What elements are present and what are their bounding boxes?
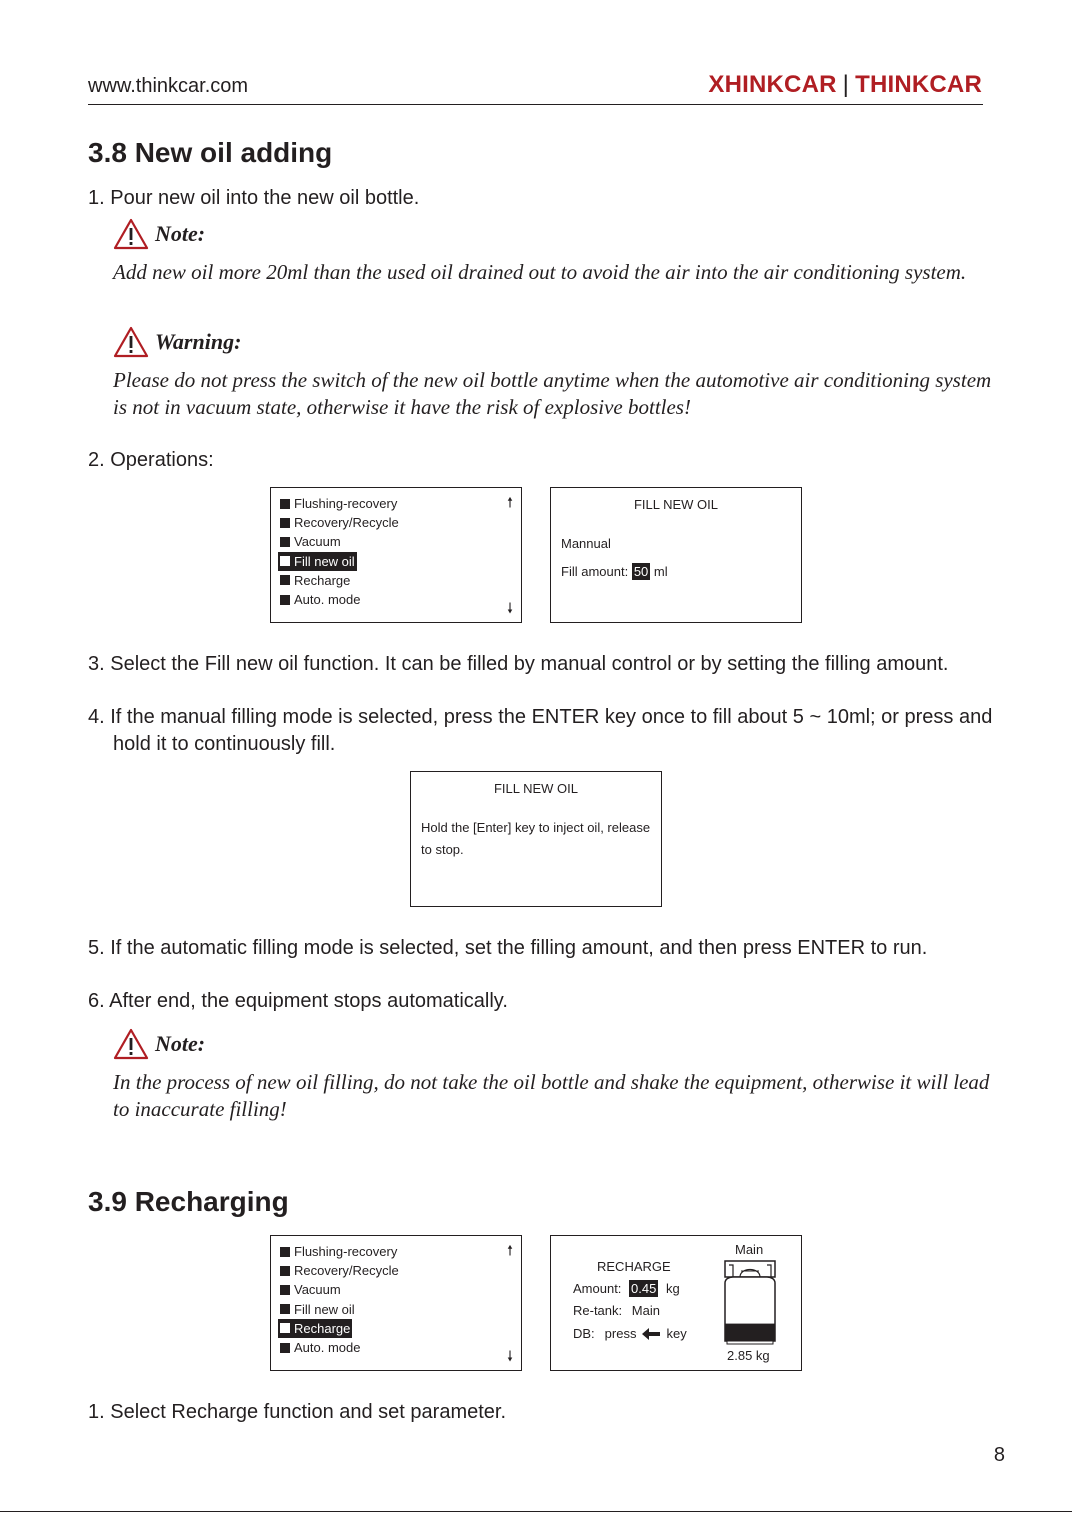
section-title-3-9: 3.9 Recharging bbox=[88, 1186, 289, 1217]
amount-label: Amount: bbox=[573, 1281, 622, 1296]
menu-item[interactable] bbox=[278, 1319, 352, 1338]
fill-amount-label: Fill amount: bbox=[561, 564, 629, 579]
menu-item-label: Flushing-recovery bbox=[294, 1244, 398, 1259]
menu-item-label: Vacuum bbox=[294, 1282, 341, 1298]
fill-mode: Mannual bbox=[561, 536, 611, 551]
hold-instruction-line1: Hold the [Enter] key to inject oil, release bbox=[421, 820, 651, 835]
bullet-square-icon bbox=[280, 595, 290, 605]
menu-item-label: Recovery/Recycle bbox=[294, 1263, 399, 1279]
tank-label: Main bbox=[735, 1242, 764, 1257]
menu-item[interactable] bbox=[278, 571, 352, 590]
menu-item[interactable] bbox=[278, 1242, 399, 1261]
function-menu bbox=[278, 1242, 401, 1357]
retank-row bbox=[573, 1303, 660, 1318]
bullet-square-icon bbox=[280, 518, 290, 528]
fill-amount-unit: ml bbox=[653, 564, 668, 579]
note-label: Note: bbox=[155, 221, 206, 246]
screen-title: RECHARGE bbox=[597, 1259, 671, 1274]
hold-enter-screen bbox=[410, 771, 662, 907]
amount-unit: kg bbox=[665, 1281, 680, 1296]
menu-item[interactable] bbox=[278, 590, 363, 609]
screen-title: FILL NEW OIL bbox=[493, 781, 579, 796]
menu-item[interactable] bbox=[278, 494, 399, 513]
bullet-square-icon bbox=[280, 1343, 290, 1353]
brand-right: THINKCAR bbox=[855, 71, 982, 98]
fill-new-oil-screen bbox=[550, 487, 802, 623]
section-title-3-8: 3.8 New oil adding bbox=[88, 137, 333, 168]
function-menu bbox=[278, 494, 401, 609]
menu-item-label: Auto. mode bbox=[294, 591, 361, 607]
bullet-square-icon bbox=[280, 499, 290, 509]
refrigerant-tank-icon bbox=[719, 1259, 781, 1345]
site-url: www.thinkcar.com bbox=[88, 75, 249, 97]
bullet-square-icon bbox=[280, 1304, 290, 1314]
step-4-manual-fill: 4. If the manual filling mode is selected, press the ENTER key once to fill about 5 ~ 10ml; or press and hold it to continuously fill. bbox=[88, 706, 993, 755]
hold-instruction-line2: to stop. bbox=[421, 842, 464, 857]
step-6-auto-stop: 6. After end, the equipment stops automatically. bbox=[88, 990, 508, 1012]
bullet-square-icon bbox=[280, 1266, 290, 1276]
warning-text: Please do not press the switch of the new oil bottle anytime when the automotive air conditioning system is not in vacuum state, otherwise it have the risk of explosive bottles! bbox=[113, 368, 992, 419]
warning-triangle-icon bbox=[113, 1028, 149, 1060]
menu-item[interactable] bbox=[278, 532, 343, 551]
menu-item-label: Recovery/Recycle bbox=[294, 515, 399, 531]
step-1-select-recharge: 1. Select Recharge function and set parameter. bbox=[88, 1401, 507, 1423]
bullet-square-icon bbox=[280, 556, 290, 566]
menu-item[interactable] bbox=[278, 1338, 363, 1357]
db-row bbox=[573, 1326, 687, 1341]
retank-value: Main bbox=[631, 1303, 660, 1318]
bullet-square-icon bbox=[280, 537, 290, 547]
menu-item-label: Vacuum bbox=[294, 534, 341, 550]
tank-weight: 2.85 kg bbox=[727, 1348, 770, 1363]
bullet-square-icon bbox=[280, 1247, 290, 1257]
left-arrow-key-icon bbox=[642, 1328, 660, 1340]
db-press: press bbox=[604, 1326, 637, 1341]
scroll-up-arrow-icon[interactable]: 🠕 bbox=[506, 1242, 513, 1258]
brand-separator: | bbox=[842, 71, 850, 98]
screen-title: FILL NEW OIL bbox=[633, 497, 719, 512]
scroll-down-arrow-icon[interactable]: 🠗 bbox=[506, 600, 513, 616]
step-3-select-fill: 3. Select the Fill new oil function. It can be filled by manual control or by setting the filling amount. bbox=[88, 653, 949, 675]
menu-item-label: Recharge bbox=[294, 1320, 351, 1336]
menu-item-label: Auto. mode bbox=[294, 1339, 361, 1355]
step-1-pour-oil: 1. Pour new oil into the new oil bottle. bbox=[88, 187, 420, 209]
menu-item[interactable] bbox=[278, 1300, 357, 1319]
warning-triangle-icon bbox=[113, 218, 149, 250]
bullet-square-icon bbox=[280, 1323, 290, 1333]
menu-item[interactable] bbox=[278, 1261, 401, 1280]
menu-item-label: Recharge bbox=[294, 572, 351, 588]
retank-label: Re-tank: bbox=[573, 1303, 623, 1318]
note-header-1 bbox=[113, 218, 205, 250]
db-key: key bbox=[666, 1326, 687, 1341]
menu-screen-recharge bbox=[270, 1235, 522, 1371]
note-text-1: Add new oil more 20ml than the used oil drained out to avoid the air into the air conditioning system. bbox=[113, 260, 967, 284]
note-label: Note: bbox=[155, 1031, 206, 1056]
warning-triangle-icon bbox=[113, 326, 149, 358]
menu-item-label: Fill new oil bbox=[294, 1301, 355, 1317]
menu-item-label: Fill new oil bbox=[294, 553, 355, 569]
fill-amount-row bbox=[561, 564, 668, 579]
bullet-square-icon bbox=[280, 1285, 290, 1295]
footer-rule bbox=[0, 1511, 1072, 1512]
menu-screen-fill-oil bbox=[270, 487, 522, 623]
db-label: DB: bbox=[573, 1326, 595, 1341]
step-2-operations: 2. Operations: bbox=[88, 449, 214, 471]
amount-value[interactable]: 0.45 bbox=[631, 1281, 657, 1296]
bullet-square-icon bbox=[280, 575, 290, 585]
header-rule bbox=[88, 104, 983, 105]
brand-logo bbox=[708, 71, 982, 99]
recharge-screen bbox=[550, 1235, 802, 1371]
menu-item[interactable] bbox=[278, 1280, 343, 1299]
amount-row bbox=[573, 1281, 680, 1296]
menu-item[interactable] bbox=[278, 513, 401, 532]
warning-header bbox=[113, 326, 241, 358]
fill-amount-value[interactable]: 50 bbox=[633, 564, 649, 579]
note-header-2 bbox=[113, 1028, 205, 1060]
scroll-up-arrow-icon[interactable]: 🠕 bbox=[506, 494, 513, 510]
warning-label: Warning: bbox=[155, 329, 242, 354]
step-5-auto-fill: 5. If the automatic filling mode is selected, set the filling amount, and then press ENTER to run. bbox=[88, 937, 928, 959]
scroll-down-arrow-icon[interactable]: 🠗 bbox=[506, 1348, 513, 1364]
menu-item-label: Flushing-recovery bbox=[294, 496, 398, 511]
menu-item[interactable] bbox=[278, 552, 357, 571]
page-number: 8 bbox=[993, 1444, 1005, 1466]
brand-left: XHINKCAR bbox=[708, 71, 837, 98]
note-text-2: In the process of new oil filling, do not take the oil bottle and shake the equipment, otherwise it will lead to inaccurate filling! bbox=[113, 1070, 990, 1121]
